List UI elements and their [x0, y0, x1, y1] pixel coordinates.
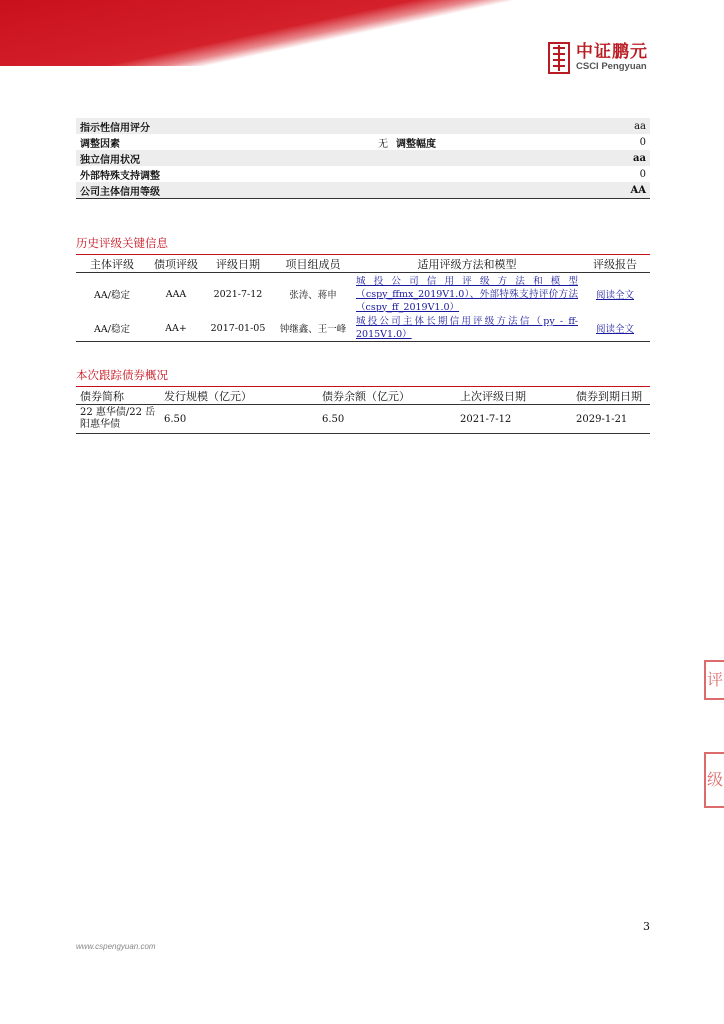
row-value: 0	[639, 168, 646, 180]
column-header: 上次评级日期	[456, 387, 572, 405]
row-mid-label: 调整幅度	[396, 138, 436, 150]
issue-rating: AAA	[165, 288, 187, 300]
table-row	[76, 182, 650, 199]
column-header: 评级日期	[204, 255, 272, 273]
row-value: 0	[639, 136, 646, 148]
table-row	[76, 118, 650, 134]
issuer-rating: AA/稳定	[94, 290, 130, 301]
column-header: 适用评级方法和模型	[354, 255, 580, 273]
page-number: 3	[643, 920, 650, 933]
column-header: 发行规模（亿元）	[160, 387, 318, 405]
rating-history-table	[76, 254, 650, 342]
team-members: 张涛、蒋申	[289, 290, 337, 301]
bond-balance: 6.50	[318, 405, 456, 434]
row-mid-value: 无	[378, 138, 388, 150]
rating-date: 2017-01-05	[204, 315, 272, 342]
team-members: 钟继鑫、王一峰	[272, 315, 354, 342]
method-link[interactable]: 城投公司主体长期信用评级方法信（py - ff-2015V1.0）	[356, 316, 578, 340]
table-header-row	[76, 387, 650, 405]
logo-mark-icon	[548, 42, 570, 74]
row-label: 外部特殊支持调整	[80, 170, 160, 182]
logo-en-text: CSCI Pengyuan	[576, 61, 647, 73]
issue-rating: AA+	[148, 315, 204, 342]
table-header-row	[76, 255, 650, 273]
rating-date: 2021-7-12	[213, 288, 263, 300]
table-row	[76, 273, 650, 316]
table-row	[76, 150, 650, 166]
seal-stamp-bottom	[704, 752, 724, 808]
bonds-section-title: 本次跟踪债券概况	[76, 368, 168, 382]
stamp-char: 级	[706, 770, 723, 789]
issuer-rating: AA/稳定	[76, 315, 148, 342]
logo-cn-text: 中证鹏元	[576, 42, 648, 63]
bond-overview-table	[76, 386, 650, 434]
table-row	[76, 134, 650, 150]
column-header: 评级报告	[580, 255, 650, 273]
row-label: 公司主体信用等级	[76, 182, 565, 199]
column-header: 主体评级	[76, 255, 148, 273]
row-value: aa	[565, 118, 650, 134]
bond-name: 22 惠华债/22 岳阳惠华债	[76, 405, 160, 434]
table-row	[76, 405, 650, 434]
column-header: 债券到期日期	[572, 387, 650, 405]
row-value: AA	[565, 182, 650, 199]
column-header: 债券简称	[76, 387, 160, 405]
method-link[interactable]: 城投公司信用评级方法和模型（cspy_ffmx_2019V1.0）、外部特殊支持评价方法（cspy_ff_2019V1.0）	[356, 275, 578, 313]
row-label: 指示性信用评分	[76, 118, 565, 134]
column-header: 项目组成员	[272, 255, 354, 273]
table-row	[76, 315, 650, 342]
history-section-title: 历史评级关键信息	[76, 236, 168, 250]
rating-summary-table	[76, 118, 650, 199]
footer-url[interactable]: www.cspengyuan.com	[76, 942, 156, 951]
last-rating-date: 2021-7-12	[456, 405, 572, 434]
seal-stamp-top	[704, 660, 724, 700]
bond-size: 6.50	[160, 405, 318, 434]
company-logo	[548, 42, 648, 74]
report-link[interactable]: 阅读全文	[595, 290, 634, 301]
stamp-char: 评	[706, 670, 723, 689]
maturity-date: 2029-1-21	[572, 405, 650, 434]
report-link[interactable]: 阅读全文	[580, 315, 650, 342]
row-label: 调整因素	[80, 138, 120, 150]
row-label: 独立信用状况	[76, 150, 565, 166]
column-header: 债项评级	[148, 255, 204, 273]
row-value: aa	[565, 150, 650, 166]
table-row	[76, 166, 650, 182]
column-header: 债券余额（亿元）	[318, 387, 456, 405]
